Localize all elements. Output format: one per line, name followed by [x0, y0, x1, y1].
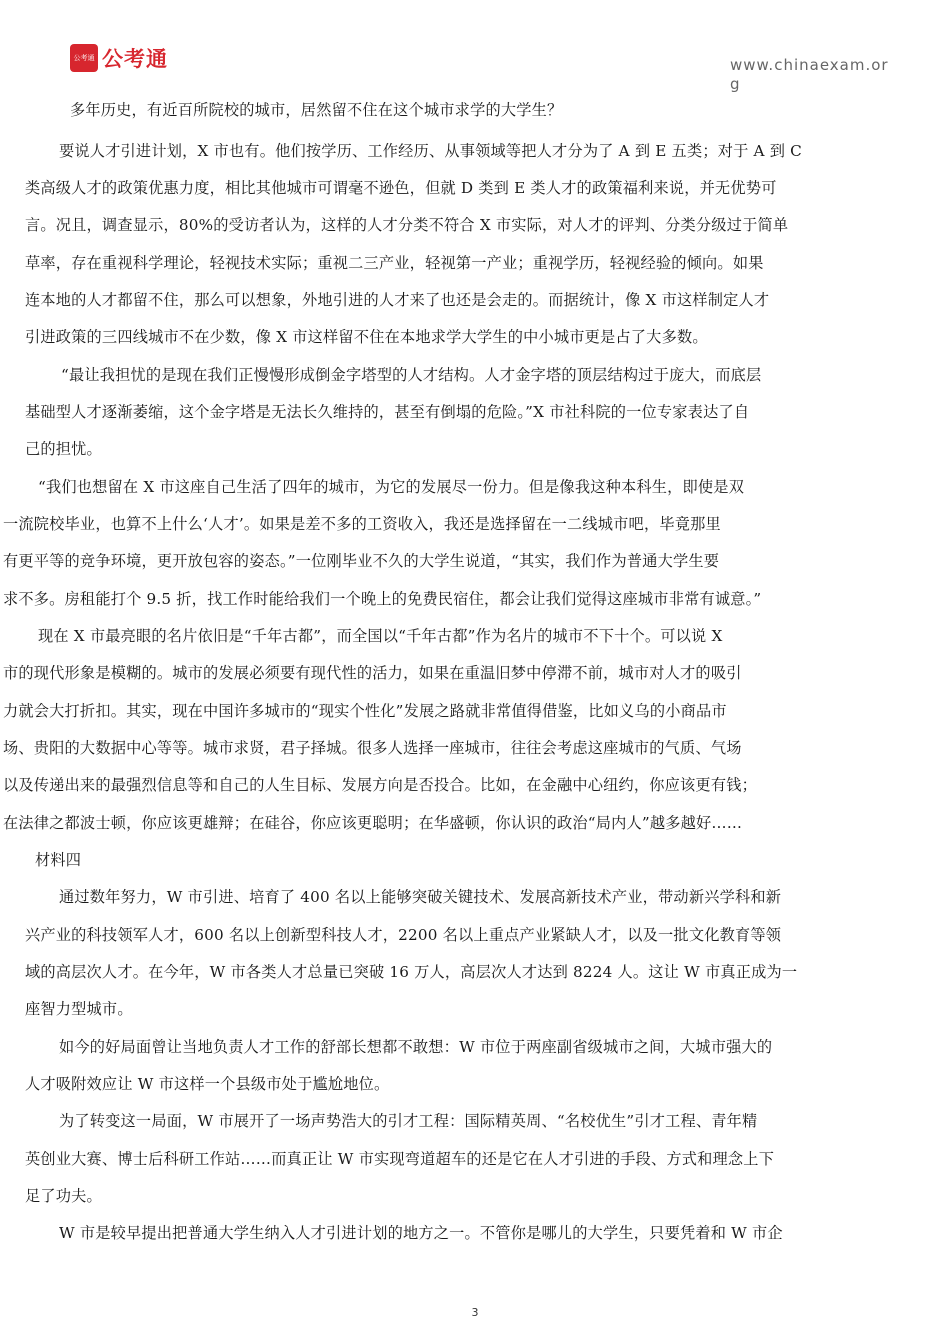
logo-mark-text: 公考通	[73, 53, 95, 62]
text-line: “最让我担忧的是现在我们正慢慢形成倒金字塔型的人才结构。人才金字塔的顶层结构过于庞大，而底层	[61, 366, 762, 384]
text-line: 人才吸附效应让 W 市这样一个县级市处于尴尬地位。	[25, 1075, 390, 1093]
page-header	[0, 0, 950, 100]
section-heading: 材料四	[35, 851, 82, 869]
page-number: 3	[471, 1306, 479, 1319]
logo-text: 公考通	[102, 47, 168, 71]
text-line: 草率，存在重视科学理论，轻视技术实际；重视二三产业，轻视第一产业；重视学历，轻视经验的倾向。如果	[25, 254, 764, 272]
text-line: 兴产业的科技领军人才，600 名以上创新型科技人才，2200 名以上重点产业紧缺人才，以及一批文化教育等领	[25, 926, 782, 944]
text-line: W 市是较早提出把普通大学生纳入人才引进计划的地方之一。不管你是哪儿的大学生，只要凭着和 W 市企	[59, 1224, 783, 1242]
text-line: 足了功夫。	[25, 1187, 102, 1205]
brand-logo	[70, 44, 168, 72]
text-line: 要说人才引进计划，X 市也有。他们按学历、工作经历、从事领域等把人才分为了 A 到 E 五类；对于 A 到 C	[59, 142, 802, 160]
text-line: 以及传递出来的最强烈信息等和自己的人生目标、发展方向是否投合。比如，在金融中心纽约，你应该更有钱；	[3, 776, 757, 794]
text-line: 通过数年努力，W 市引进、培育了 400 名以上能够突破关键技术、发展高新技术产业，带动新兴学科和新	[59, 888, 782, 906]
text-line: 英创业大赛、博士后科研工作站……而真正让 W 市实现弯道超车的还是它在人才引进的手段、方式和理念上下	[25, 1150, 775, 1168]
text-line: 类高级人才的政策优惠力度，相比其他城市可谓毫不逊色，但就 D 类到 E 类人才的政策福利来说，并无优势可	[25, 179, 777, 197]
text-line: 在法律之都波士顿，你应该更雄辩；在硅谷，你应该更聪明；在华盛顿，你认识的政治“局内人”越多越好……	[3, 814, 743, 832]
text-line: 多年历史，有近百所院校的城市，居然留不住在这个城市求学的大学生？	[70, 101, 563, 119]
text-line: 市的现代形象是模糊的。城市的发展必须要有现代性的活力，如果在重温旧梦中停滞不前，城市对人才的吸引	[3, 664, 742, 682]
text-line: 言。况且，调查显示，80%的受访者认为，这样的人才分类不符合 X 市实际，对人才的评判、分类分级过于简单	[25, 216, 789, 234]
text-line: 为了转变这一局面，W 市展开了一场声势浩大的引才工程：国际精英周、“名校优生”引才工程、青年精	[59, 1112, 758, 1130]
text-line: 力就会大打折扣。其实，现在中国许多城市的“现实个性化”发展之路就非常值得借鉴，比如义乌的小商品市	[3, 702, 727, 720]
text-line: 基础型人才逐渐萎缩，这个金字塔是无法长久维持的，甚至有倒塌的危险。”X 市社科院的一位专家表达了自	[25, 403, 750, 421]
text-line: 有更平等的竞争环境，更开放包容的姿态。”一位刚毕业不久的大学生说道，“其实，我们作为普通大学生要	[3, 552, 720, 570]
text-line: 一流院校毕业，也算不上什么‘人才’。如果是差不多的工资收入，我还是选择留在一二线城市吧，毕竟那里	[3, 515, 721, 533]
text-line: 己的担忧。	[25, 440, 102, 458]
text-line: 引进政策的三四线城市不在少数，像 X 市这样留不住在本地求学大学生的中小城市更是占了大多数。	[25, 328, 708, 346]
text-line: 连本地的人才都留不住，那么可以想象，外地引进的人才来了也还是会走的。而据统计，像 X 市这样制定人才	[25, 291, 770, 309]
text-line: 求不多。房租能打个 9.5 折，找工作时能给我们一个晚上的免费民宿住，都会让我们觉得这座城市非常有诚意。”	[3, 590, 762, 608]
logo-mark-icon	[70, 44, 98, 72]
text-line: “我们也想留在 X 市这座自己生活了四年的城市，为它的发展尽一份力。但是像我这种本科生，即使是双	[38, 478, 745, 496]
site-url: www.chinaexam.org	[730, 56, 889, 93]
text-line: 座智力型城市。	[25, 1000, 133, 1018]
text-line: 现在 X 市最亮眼的名片依旧是“千年古都”，而全国以“千年古都”作为名片的城市不下十个。可以说 X	[38, 627, 723, 645]
text-line: 域的高层次人才。在今年，W 市各类人才总量已突破 16 万人，高层次人才达到 8224 人。这让 W 市真正成为一	[25, 963, 798, 981]
text-line: 如今的好局面曾让当地负责人才工作的舒部长想都不敢想：W 市位于两座副省级城市之间，大城市强大的	[59, 1038, 773, 1056]
text-line: 场、贵阳的大数据中心等等。城市求贤，君子择城。很多人选择一座城市，往往会考虑这座城市的气质、气场	[3, 739, 742, 757]
